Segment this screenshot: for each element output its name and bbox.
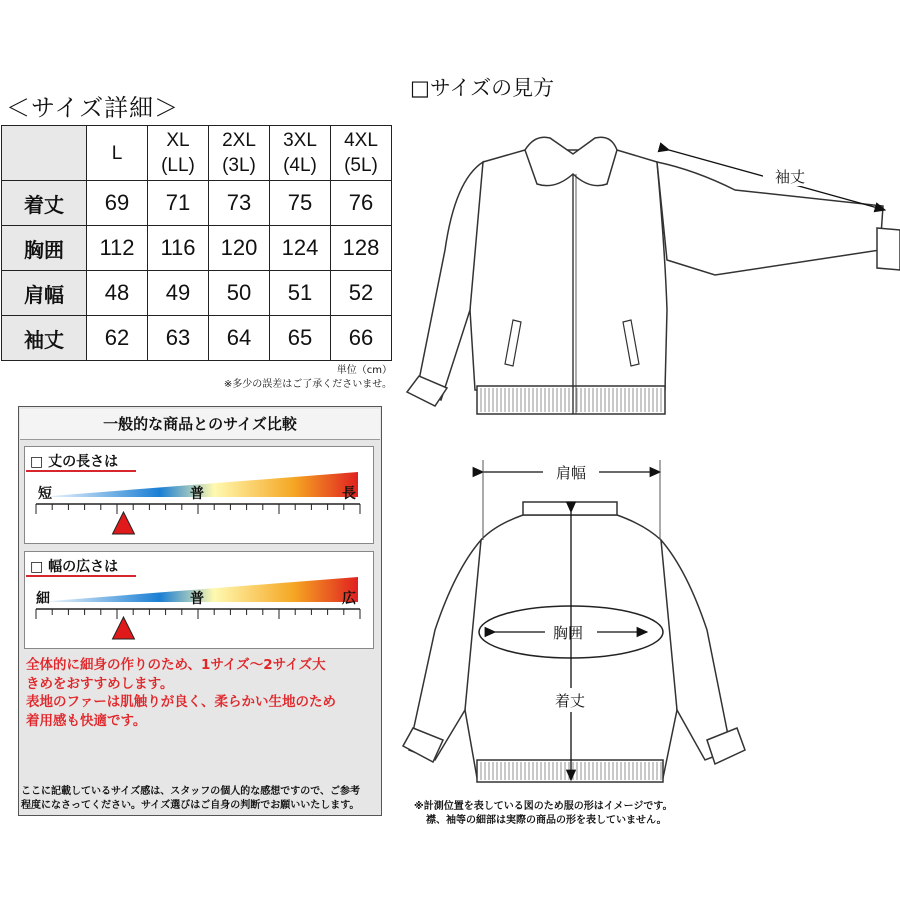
width-low-label: 細 [36,591,50,607]
recommendation-text [26,656,378,730]
how-to-measure-title: □サイズの見方 [410,76,555,100]
length-ticks [36,504,360,514]
shoulder-width-label: 肩幅 [556,464,587,482]
table-cell: 120 [209,226,270,271]
table-cell: 128 [331,226,392,271]
table-cell: 63 [148,316,209,361]
length-scale [24,466,374,544]
table-cell: 62 [87,316,148,361]
row-label: 袖丈 [2,316,87,361]
table-cell: 48 [87,271,148,316]
recommendation-line: きめをおすすめします。 [26,675,174,692]
width-label: □ 幅の広さは [30,559,119,575]
width-ticks [36,609,360,619]
diagram-note-line: ※計測位置を表している図のため服の形はイメージです。 [414,801,673,812]
comparison-title: 一般的な商品とのサイズ比較 [20,409,380,440]
table-cell: 76 [331,181,392,226]
table-cell: 116 [148,226,209,271]
length-mid-label: 普 [190,486,204,502]
size-table-header [2,126,392,181]
diagram-note [414,800,673,828]
table-cell: 75 [270,181,331,226]
table-cell: 112 [87,226,148,271]
table-cell: 66 [331,316,392,361]
chest-label: 胸囲 [553,624,584,642]
table-cell: 124 [270,226,331,271]
row-label: 着丈 [2,181,87,226]
length-label: □ 丈の長さは [30,454,119,470]
length-high-label: 長 [342,486,356,502]
size-table [1,125,392,361]
sleeve-length-label: 袖丈 [775,168,806,186]
table-cell: 65 [270,316,331,361]
width-scale [24,571,374,649]
row-label: 胸囲 [2,226,87,271]
disclaimer-line: ここに記載しているサイズ感は、スタッフの個人的な感想ですので、ご参考 [21,786,360,797]
recommendation-line: 着用感も快適です。 [26,712,147,729]
table-row [2,316,392,361]
table-cell: 71 [148,181,209,226]
width-mid-label: 普 [190,591,204,607]
header-cell: L [87,126,148,181]
disclaimer-line: 程度になさってください。サイズ選びはご自身の判断でお願いいたします。 [21,800,360,811]
unit-note: 単位（cm） [336,365,392,376]
table-row [2,181,392,226]
table-cell: 73 [209,181,270,226]
table-cell: 64 [209,316,270,361]
disclaimer [21,785,381,813]
width-high-label: 広 [342,591,356,607]
unit-notes [224,364,392,392]
recommendation-line: 全体的に細身の作りのため、1サイズ～2サイズ大 [26,657,326,673]
header-cell: 3XL (4L) [270,126,331,181]
length-level-marker [112,512,134,534]
error-note: ※多少の誤差はご了承くださいませ。 [223,379,392,390]
table-row [2,271,392,316]
recommendation-line: 表地のファーは肌触りが良く、柔らかい生地のため [26,694,336,710]
jacket-front [407,137,900,414]
header-cell: 2XL (3L) [209,126,270,181]
body-length-label: 着丈 [555,692,586,710]
header-cell: XL (LL) [148,126,209,181]
row-label: 肩幅 [2,271,87,316]
jacket-diagram [395,110,900,840]
table-cell: 69 [87,181,148,226]
table-cell: 52 [331,271,392,316]
header-cell: 4XL (5L) [331,126,392,181]
length-low-label: 短 [38,486,52,502]
table-row [2,226,392,271]
diagram-note-line: 襟、袖等の細部は実際の商品の形を表していません。 [426,815,667,826]
table-cell: 49 [148,271,209,316]
width-level-marker [112,617,134,639]
table-corner [2,126,87,181]
size-detail-title: ＜サイズ詳細＞ [6,94,180,122]
table-cell: 51 [270,271,331,316]
table-cell: 50 [209,271,270,316]
